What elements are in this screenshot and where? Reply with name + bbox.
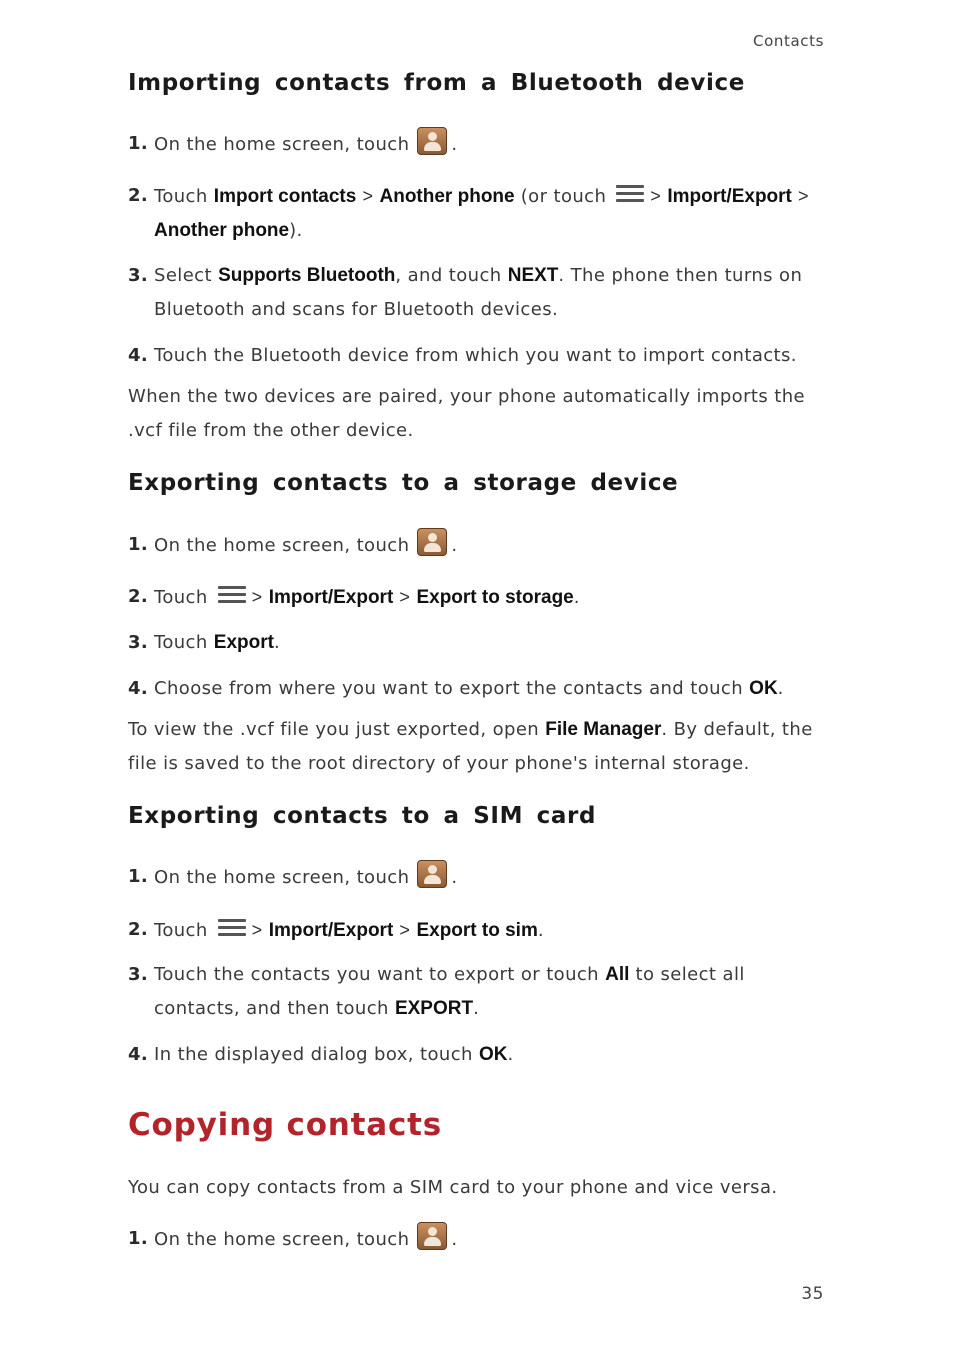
step-number: 1. bbox=[128, 1228, 149, 1249]
step-item bbox=[128, 626, 828, 660]
step-text: Touch the contacts you want to export or touch bbox=[154, 964, 599, 985]
running-header: Contacts bbox=[753, 32, 824, 50]
step-text: Touch bbox=[154, 920, 208, 941]
ui-term: Import/Export bbox=[667, 186, 792, 207]
ui-term: NEXT bbox=[507, 265, 559, 286]
step-text: to select all contacts, and then touch bbox=[154, 964, 745, 1019]
ui-term: OK bbox=[749, 678, 778, 699]
section-title-export-sim: Exporting contacts to a SIM card bbox=[128, 803, 597, 829]
step-number: 1. bbox=[128, 534, 149, 555]
ui-term: Export bbox=[213, 632, 274, 653]
step-text: Touch bbox=[154, 587, 208, 608]
step-item bbox=[128, 259, 828, 327]
step-text: . The phone then turns on Bluetooth and scans for Bluetooth devices. bbox=[154, 265, 803, 320]
ui-term: Export to sim bbox=[416, 920, 538, 941]
step-text: . bbox=[573, 587, 580, 608]
step-item bbox=[128, 1038, 828, 1072]
step-number: 4. bbox=[128, 345, 149, 366]
note-text: . By default, the file is saved to the root directory of your phone's internal storage. bbox=[128, 719, 813, 774]
step-text: . bbox=[777, 678, 784, 699]
intro-paragraph: You can copy contacts from a SIM card to your phone and vice versa. bbox=[128, 1177, 778, 1198]
separator: > bbox=[399, 920, 411, 940]
step-text: On the home screen, touch bbox=[154, 1229, 410, 1250]
step-number: 3. bbox=[128, 265, 149, 286]
separator: > bbox=[251, 587, 263, 607]
section-title-export-storage: Exporting contacts to a storage device bbox=[128, 470, 679, 496]
menu-icon bbox=[218, 919, 246, 937]
section-title-import-bluetooth: Importing contacts from a Bluetooth device bbox=[128, 70, 745, 96]
step-number: 2. bbox=[128, 586, 149, 607]
step-text: In the displayed dialog box, touch bbox=[154, 1044, 473, 1065]
step-text: ). bbox=[289, 220, 303, 241]
separator: > bbox=[399, 587, 411, 607]
step-item bbox=[128, 913, 828, 948]
step-text: Touch bbox=[154, 632, 208, 653]
menu-icon bbox=[218, 586, 246, 604]
chapter-title: Copying contacts bbox=[128, 1107, 443, 1143]
step-text: . bbox=[507, 1044, 514, 1065]
ui-term: Supports Bluetooth bbox=[218, 265, 396, 286]
step-text: Touch the Bluetooth device from which you want to import contacts. bbox=[154, 345, 797, 366]
step-number: 2. bbox=[128, 185, 149, 206]
step-text: Choose from where you want to export the contacts and touch bbox=[154, 678, 744, 699]
contacts-app-icon bbox=[417, 528, 447, 556]
step-item bbox=[128, 179, 828, 248]
contacts-app-icon bbox=[417, 127, 447, 155]
step-number: 3. bbox=[128, 964, 149, 985]
step-text: , and touch bbox=[395, 265, 502, 286]
ui-term: OK bbox=[478, 1044, 508, 1065]
step-text: On the home screen, touch bbox=[154, 867, 410, 888]
step-item bbox=[128, 958, 828, 1026]
ui-term: Another phone bbox=[154, 220, 290, 241]
separator: > bbox=[362, 186, 374, 206]
step-text: Touch bbox=[154, 186, 208, 207]
step-item bbox=[128, 580, 828, 615]
step-text: . bbox=[451, 134, 458, 155]
ui-term: EXPORT bbox=[394, 998, 474, 1019]
note-text: To view the .vcf file you just exported, open bbox=[128, 719, 540, 740]
step-text: . bbox=[451, 535, 458, 556]
page-number: 35 bbox=[801, 1284, 824, 1304]
note-paragraph bbox=[128, 713, 828, 781]
separator: > bbox=[798, 186, 809, 206]
step-text: . bbox=[451, 1229, 458, 1250]
contacts-app-icon bbox=[417, 860, 447, 888]
step-text: (or touch bbox=[520, 186, 607, 207]
separator: > bbox=[251, 920, 263, 940]
step-number: 2. bbox=[128, 919, 149, 940]
step-item bbox=[128, 1222, 828, 1257]
step-number: 4. bbox=[128, 678, 149, 699]
step-text: Select bbox=[154, 265, 212, 286]
ui-term: Import/Export bbox=[268, 587, 394, 608]
ui-term: Export to storage bbox=[416, 587, 574, 608]
step-text: On the home screen, touch bbox=[154, 134, 410, 155]
step-item bbox=[128, 339, 828, 373]
ui-term: Another phone bbox=[379, 186, 515, 207]
step-item bbox=[128, 127, 828, 162]
step-number: 1. bbox=[128, 866, 149, 887]
step-number: 3. bbox=[128, 632, 149, 653]
step-text: . bbox=[273, 632, 281, 653]
note-paragraph: When the two devices are paired, your phone automatically imports the .vcf file from the other device. bbox=[128, 386, 805, 441]
step-item bbox=[128, 672, 828, 706]
step-text: On the home screen, touch bbox=[154, 535, 410, 556]
menu-icon bbox=[616, 185, 644, 203]
step-number: 4. bbox=[128, 1044, 149, 1065]
step-text: . bbox=[451, 867, 458, 888]
step-item bbox=[128, 860, 828, 895]
ui-term: Import/Export bbox=[268, 920, 394, 941]
ui-term: File Manager bbox=[545, 719, 662, 740]
contacts-app-icon bbox=[417, 1222, 447, 1250]
step-number: 1. bbox=[128, 133, 149, 154]
separator: > bbox=[650, 186, 662, 206]
ui-term: Import contacts bbox=[213, 186, 357, 207]
step-item bbox=[128, 528, 828, 563]
step-text: . bbox=[473, 998, 480, 1019]
ui-term: All bbox=[605, 964, 630, 985]
step-text: . bbox=[537, 920, 544, 941]
